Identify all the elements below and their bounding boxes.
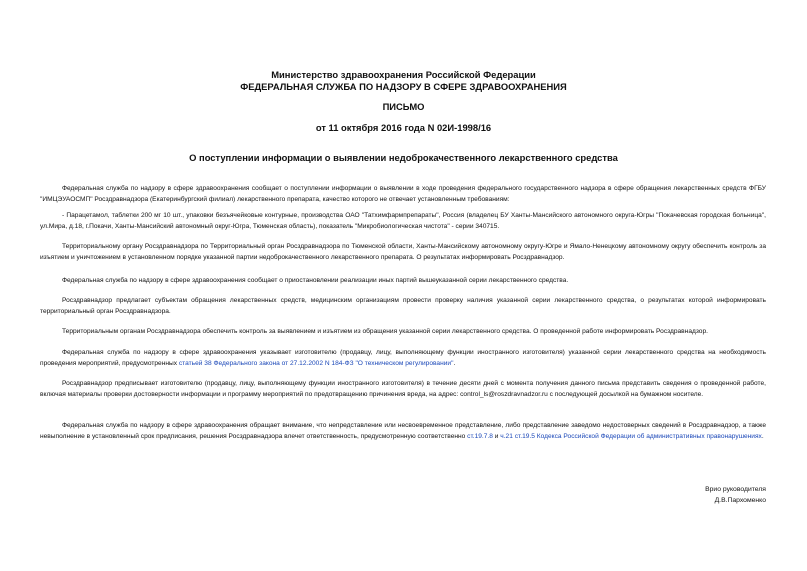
paragraph-text: и <box>492 433 501 441</box>
paragraph-text: . <box>761 433 764 441</box>
paragraph-prescription: Росздравнадзор предписывает изготовителю (продавцу, лицу, выполняющему функции иностранного изготовителя) в течение десяти дней с момента получения данного письма представить сведения о проведенной работе, включая материалы проверки достоверности информации и программу мероприятий по предотвращению причинения вреда, на адрес: control_ls@roszdravnadzor.ru с последующей досылкой на бумажном носителе. <box>40 380 766 399</box>
signature-name: Д.В.Пархоменко <box>714 497 766 504</box>
signature-position: Врио руководителя <box>705 486 766 493</box>
paragraph-text: . <box>453 360 456 368</box>
paragraph-manufacturer-measures <box>40 347 766 369</box>
document-type: ПИСЬМО <box>382 101 425 112</box>
paragraph-check-proposal: Росздравнадзор предлагает субъектам обращения лекарственных средств, медицинским организациям провести проверку наличия указанной серии лекарственного средства, о результатах которой информировать территориальный орган Росздравнадзора. <box>40 297 766 316</box>
document-title: О поступлении информации о выявлении недоброкачественного лекарственного средства <box>189 152 618 163</box>
article-19-7-8-link[interactable]: ст.19.7.8 <box>467 433 493 441</box>
paragraph-drug-details: - Парацетамол, таблетки 200 мг 10 шт., упаковки безъячейковые контурные, производства ОАО "Татхимфармпрепараты", Россия (владелец БУ Ханты-Мансийского автономного округа-Югры "Покачевская городская больница", ул.Мира, д.18, г.Покачи, Ханты-Мансийский автономный округ-Югра, Тюменская область), показатель "Микробиологическая чистота" - серии 340715. <box>40 212 766 231</box>
ministry-name: Министерство здравоохранения Российской Федерации <box>271 69 536 80</box>
paragraph-withdrawal: Территориальным органам Росздравнадзора обеспечить контроль за выявлением и изъятием из обращения указанной серии лекарственного средства. О проведенной работе информировать Росздравнадзор. <box>62 328 708 335</box>
paragraph-notice: Федеральная служба по надзору в сфере здравоохранения сообщает о поступлении информации о выявлении в ходе проведения федерального государственного надзора в сфере обращения лекарственных средств ФГБУ "ИМЦЭУАОСМП" Росздравнадзора (Екатеринбургский филиал) лекарственного препарата, качество которого не отвечает установленным требованиям: <box>40 185 766 204</box>
document-date-number: от 11 октября 2016 года N 02И-1998/16 <box>315 122 492 133</box>
federal-law-link[interactable]: статьей 38 Федерального закона от 27.12.2002 N 184-ФЗ "О техническом регулировании" <box>178 360 454 368</box>
paragraph-liability <box>40 420 766 442</box>
paragraph-suspension: Федеральная служба по надзору в сфере здравоохранения сообщает о приостановлении реализации иных партий вышеуказанной серии лекарственного средства. <box>62 277 569 284</box>
paragraph-text: Федеральная служба по надзору в сфере здравоохранения указывает изготовителю (продавцу, лицу, выполняющему функции иностранного изготовителя) указанной серии лекарственного средства на необходимость проведения мероприятий, предусмотренных <box>40 349 766 368</box>
administrative-code-link[interactable]: ч.21 ст.19.5 Кодекса Российской Федерации об административных правонарушениях <box>500 433 762 441</box>
paragraph-text: Федеральная служба по надзору в сфере здравоохранения обращает внимание, что непредставление или несвоевременное представление, либо представление заведомо недостоверных сведений в Росздравнадзор, а также невыполнение в установленный срок предписания, решения Росздравнадзора влечет ответственность, предусмотренную соответственно <box>40 422 766 441</box>
paragraph-territorial-control: Территориальному органу Росздравнадзора по Территориальный орган Росздравнадзора по Тюменской области, Ханты-Мансийскому автономному округу-Югре и Ямало-Ненецкому автономному округу обеспечить контроль за изъятием и уничтожением в установленном порядке указанной партии недоброкачественного лекарственного препарата. О результатах информировать Росздравнадзор. <box>40 243 766 262</box>
service-name: ФЕДЕРАЛЬНАЯ СЛУЖБА ПО НАДЗОРУ В СФЕРЕ ЗДРАВООХРАНЕНИЯ <box>240 81 567 92</box>
